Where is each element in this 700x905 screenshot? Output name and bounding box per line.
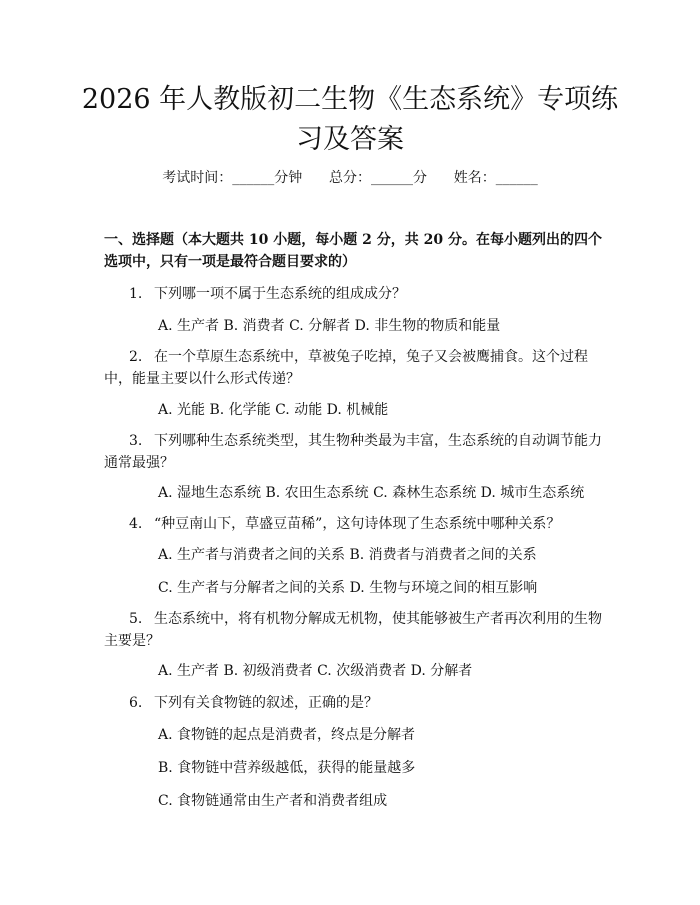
- question-text: 在一个草原生态系统中，草被兔子吃掉，兔子又会被鹰捕食。这个过程中，能量主要以什么形式传递？: [104, 349, 588, 387]
- question-4: [104, 513, 604, 535]
- question-number: 2.: [129, 349, 143, 365]
- question-6-option-c: C. 食物链通常由生产者和消费者组成: [158, 793, 388, 809]
- score-blank: ______: [371, 170, 413, 186]
- question-number: 6.: [129, 695, 143, 711]
- question-4-option-line-1: A. 生产者与消费者之间的关系 B. 消费者与消费者之间的关系: [158, 547, 537, 563]
- score-unit: 分: [413, 170, 427, 186]
- time-unit: 分钟: [274, 170, 303, 186]
- question-5: [104, 608, 604, 652]
- question-6-option-a: A. 食物链的起点是消费者，终点是分解者: [158, 727, 416, 743]
- question-2-options: A. 光能 B. 化学能 C. 动能 D. 机械能: [158, 402, 389, 418]
- exam-info-line: [0, 167, 700, 187]
- question-4-option-line-2: C. 生产者与分解者之间的关系 D. 生物与环境之间的相互影响: [158, 580, 538, 596]
- question-number: 1.: [129, 286, 143, 302]
- title-line-1: 2026 年人教版初二生物《生态系统》专项练: [81, 84, 619, 115]
- title-line-2: 习及答案: [296, 124, 404, 155]
- question-text: 下列哪种生态系统类型，其生物种类最为丰富，生态系统的自动调节能力通常最强？: [104, 433, 602, 471]
- question-3: [104, 430, 604, 474]
- question-number: 5.: [129, 611, 143, 627]
- question-2: [104, 346, 604, 390]
- question-text: 生态系统中，将有机物分解成无机物，使其能够被生产者再次利用的生物主要是？: [104, 611, 602, 649]
- name-blank: ______: [495, 170, 538, 186]
- question-text: 下列有关食物链的叙述，正确的是？: [154, 695, 378, 711]
- question-1: [104, 283, 604, 305]
- question-3-options: A. 湿地生态系统 B. 农田生态系统 C. 森林生态系统 D. 城市生态系统: [158, 485, 585, 501]
- question-6: [104, 692, 604, 714]
- name-label: 姓名：: [453, 170, 496, 186]
- question-number: 3.: [129, 433, 143, 449]
- question-1-options: A. 生产者 B. 消费者 C. 分解者 D. 非生物的物质和能量: [158, 318, 501, 334]
- document-title: [60, 80, 640, 160]
- question-text: “种豆南山下，草盛豆苗稀”，这句诗体现了生态系统中哪种关系？: [154, 516, 561, 532]
- question-5-options: A. 生产者 B. 初级消费者 C. 次级消费者 D. 分解者: [158, 663, 473, 679]
- section-heading: 一、选择题（本大题共 10 小题，每小题 2 分，共 20 分。在每小题列出的四个选项中，只有一项是最符合题目要求的）: [104, 232, 602, 270]
- time-label: 考试时间：: [162, 170, 233, 186]
- question-number: 4.: [129, 516, 143, 532]
- time-blank: ______: [232, 170, 275, 186]
- question-6-option-b: B. 食物链中营养级越低，获得的能量越多: [158, 760, 416, 776]
- score-label: 总分：: [329, 170, 371, 186]
- question-text: 下列哪一项不属于生态系统的组成成分？: [154, 286, 406, 302]
